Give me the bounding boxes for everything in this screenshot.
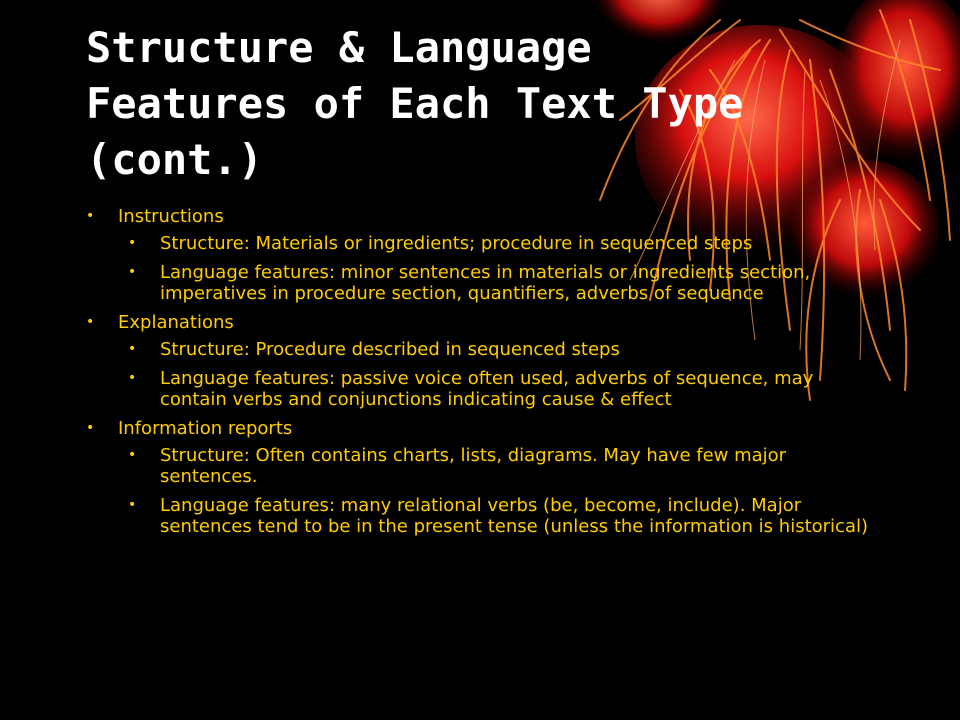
- list-item: [118, 262, 880, 304]
- section-instructions: [86, 206, 886, 304]
- section-heading: Instructions: [118, 206, 224, 227]
- bullet-icon: •: [86, 314, 95, 330]
- list-item: [118, 339, 880, 360]
- bullet-icon: •: [128, 447, 137, 463]
- item-text: Language features: many relational verbs (be, become, include). Major sentences tend to be in the present tense (unless the information is historical): [160, 495, 868, 537]
- title-line-1: Structure & Language: [86, 23, 592, 72]
- sub-list: [118, 339, 886, 410]
- section-heading: Information reports: [118, 418, 293, 439]
- bullet-icon: •: [86, 208, 95, 224]
- item-text: Structure: Materials or ingredients; procedure in sequenced steps: [160, 233, 753, 254]
- item-text: Language features: minor sentences in materials or ingredients section, imperatives in procedure section, quantifiers, adverbs of sequence: [160, 262, 811, 304]
- title-line-2: Features of Each Text Type: [86, 79, 744, 128]
- bullet-icon: •: [128, 235, 137, 251]
- bullet-icon: •: [128, 497, 137, 513]
- list-item: [118, 445, 880, 487]
- list-item: [118, 233, 880, 254]
- section-heading: Explanations: [118, 312, 234, 333]
- slide-title: [86, 20, 886, 188]
- section-explanations: [86, 312, 886, 410]
- item-text: Structure: Procedure described in sequenced steps: [160, 339, 620, 360]
- title-line-3: (cont.): [86, 135, 264, 184]
- sub-list: [118, 445, 886, 537]
- bullet-icon: •: [128, 370, 137, 386]
- list-item: [118, 495, 880, 537]
- content-list: [86, 206, 886, 545]
- bullet-icon: •: [86, 420, 95, 436]
- item-text: Structure: Often contains charts, lists, diagrams. May have few major sentences.: [160, 445, 787, 487]
- bullet-icon: •: [128, 264, 137, 280]
- list-item: [118, 368, 880, 410]
- bullet-icon: •: [128, 341, 137, 357]
- sub-list: [118, 233, 886, 304]
- item-text: Language features: passive voice often used, adverbs of sequence, may contain verbs and conjunctions indicating cause & effect: [160, 368, 814, 410]
- section-information-reports: [86, 418, 886, 537]
